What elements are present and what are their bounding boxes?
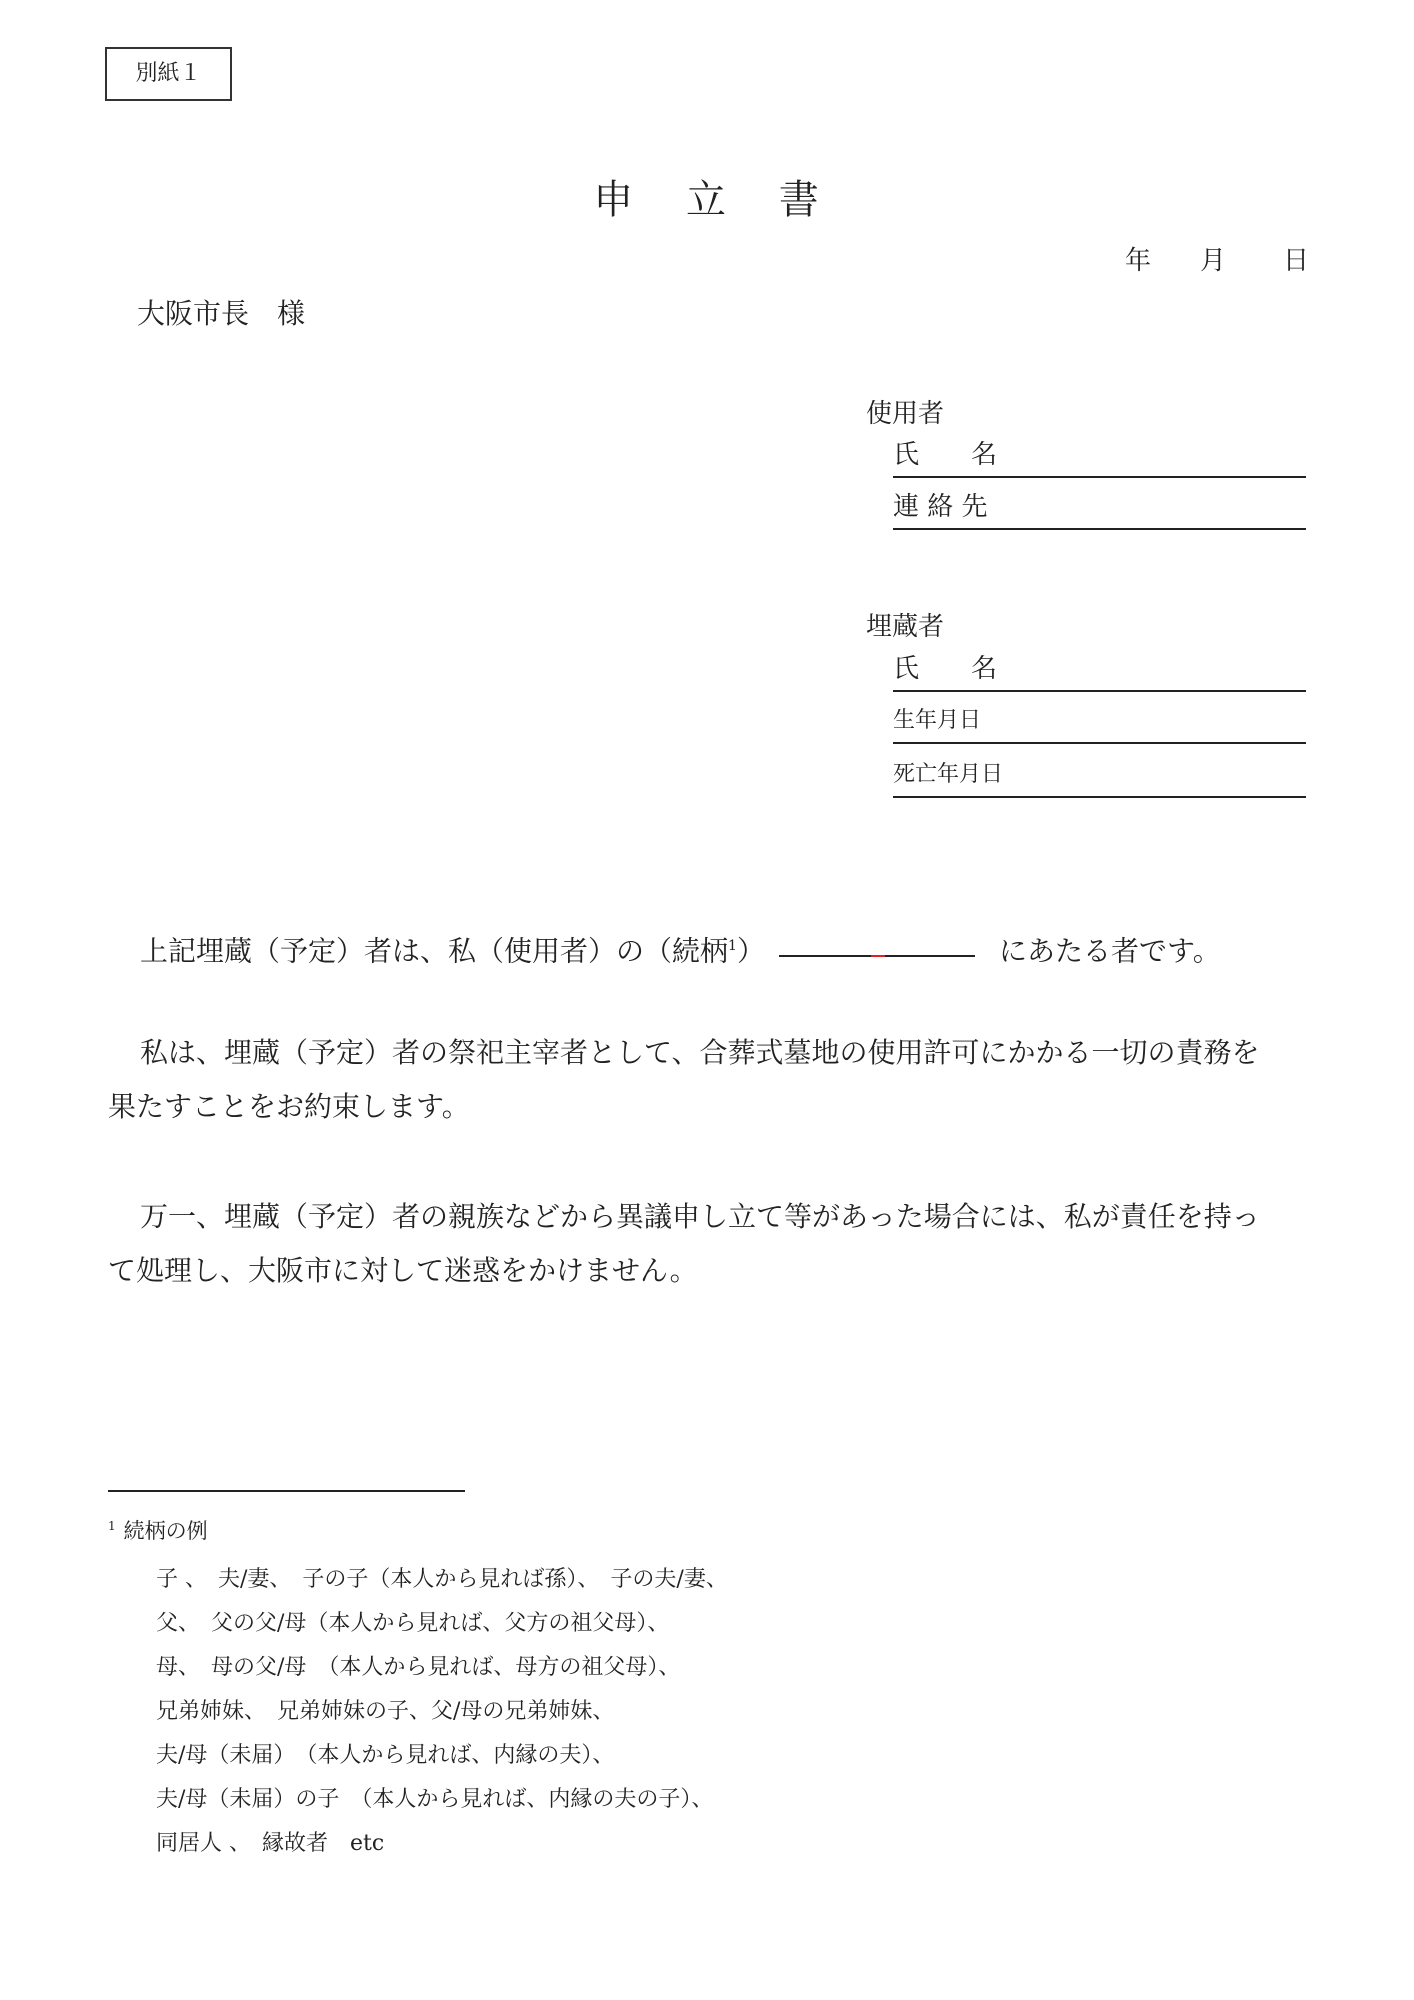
attachment-label: 別紙１ (105, 47, 232, 101)
footnote-ref: 1 (728, 938, 737, 954)
title-char: 立 (686, 177, 728, 223)
footnote-heading (108, 1515, 208, 1545)
relationship-close-paren: ） (736, 934, 765, 968)
date-month: 月 (1200, 246, 1227, 276)
footnote-mark: 1 (108, 1519, 116, 1533)
burial-birthdate-field[interactable]: 生年月日 (893, 702, 1306, 744)
footnote-line: 兄弟姉妹、 兄弟姉妹の子、父/母の兄弟姉妹、 (156, 1699, 615, 1724)
footnote-line: 夫/母（未届） （本人から見れば、内縁の夫）、 (156, 1743, 615, 1768)
addressee-honorific: 様 (277, 297, 306, 330)
footnote-line: 父、 父の父/母（本人から見れば、父方の祖父母）、 (156, 1611, 670, 1636)
paragraph-line: 果たすことをお約束します。 (108, 1090, 470, 1123)
paragraph-line: て処理し、大阪市に対して迷惑をかけません。 (108, 1254, 698, 1287)
burial-name-field[interactable]: 氏 名 (893, 650, 1306, 692)
footnote-heading-text: 続柄の例 (123, 1519, 208, 1543)
burial-deathdate-field[interactable]: 死亡年月日 (893, 756, 1306, 798)
footnote-line: 子 、 夫/妻、 子の子（本人から見れば孫）、 子の夫/妻、 (156, 1567, 728, 1592)
date-year: 年 (1125, 246, 1152, 276)
user-name-field[interactable]: 氏 名 (893, 436, 1306, 478)
addressee (137, 292, 305, 332)
title-char: 申 (593, 177, 636, 223)
document-title (0, 168, 1414, 225)
paragraph-duty (108, 1026, 1308, 1134)
user-contact-field[interactable]: 連 絡 先 (893, 488, 1306, 530)
paragraph-line: 万一、埋蔵（予定）者の親族などから異議申し立て等があった場合には、私が責任を持っ (140, 1200, 1260, 1233)
addressee-name: 大阪市長 (137, 297, 250, 330)
footnote-line: 同居人 、 縁故者 etc (156, 1831, 385, 1856)
user-section-heading: 使用者 (866, 399, 945, 429)
paragraph-line: 私は、埋蔵（予定）者の祭祀主宰者として、合葬式墓地の使用許可にかかる一切の責務を (140, 1036, 1260, 1069)
footnote-line: 母、 母の父/母 （本人から見れば、母方の祖父母）、 (156, 1655, 681, 1680)
footnote-line: 夫/母（未届）の子 （本人から見れば、内縁の夫の子）、 (156, 1787, 714, 1812)
burial-section-heading: 埋蔵者 (866, 612, 945, 642)
relationship-text-after: にあたる者です。 (998, 934, 1221, 968)
relationship-blank-field[interactable] (779, 949, 975, 957)
date-day: 日 (1283, 246, 1310, 276)
footnote-separator (108, 1490, 465, 1492)
relationship-text-before: 上記埋蔵（予定）者は、私（使用者）の（続柄 (140, 934, 729, 968)
paragraph-responsibility (108, 1190, 1308, 1298)
relationship-sentence (108, 919, 1308, 978)
title-char: 書 (778, 177, 821, 223)
